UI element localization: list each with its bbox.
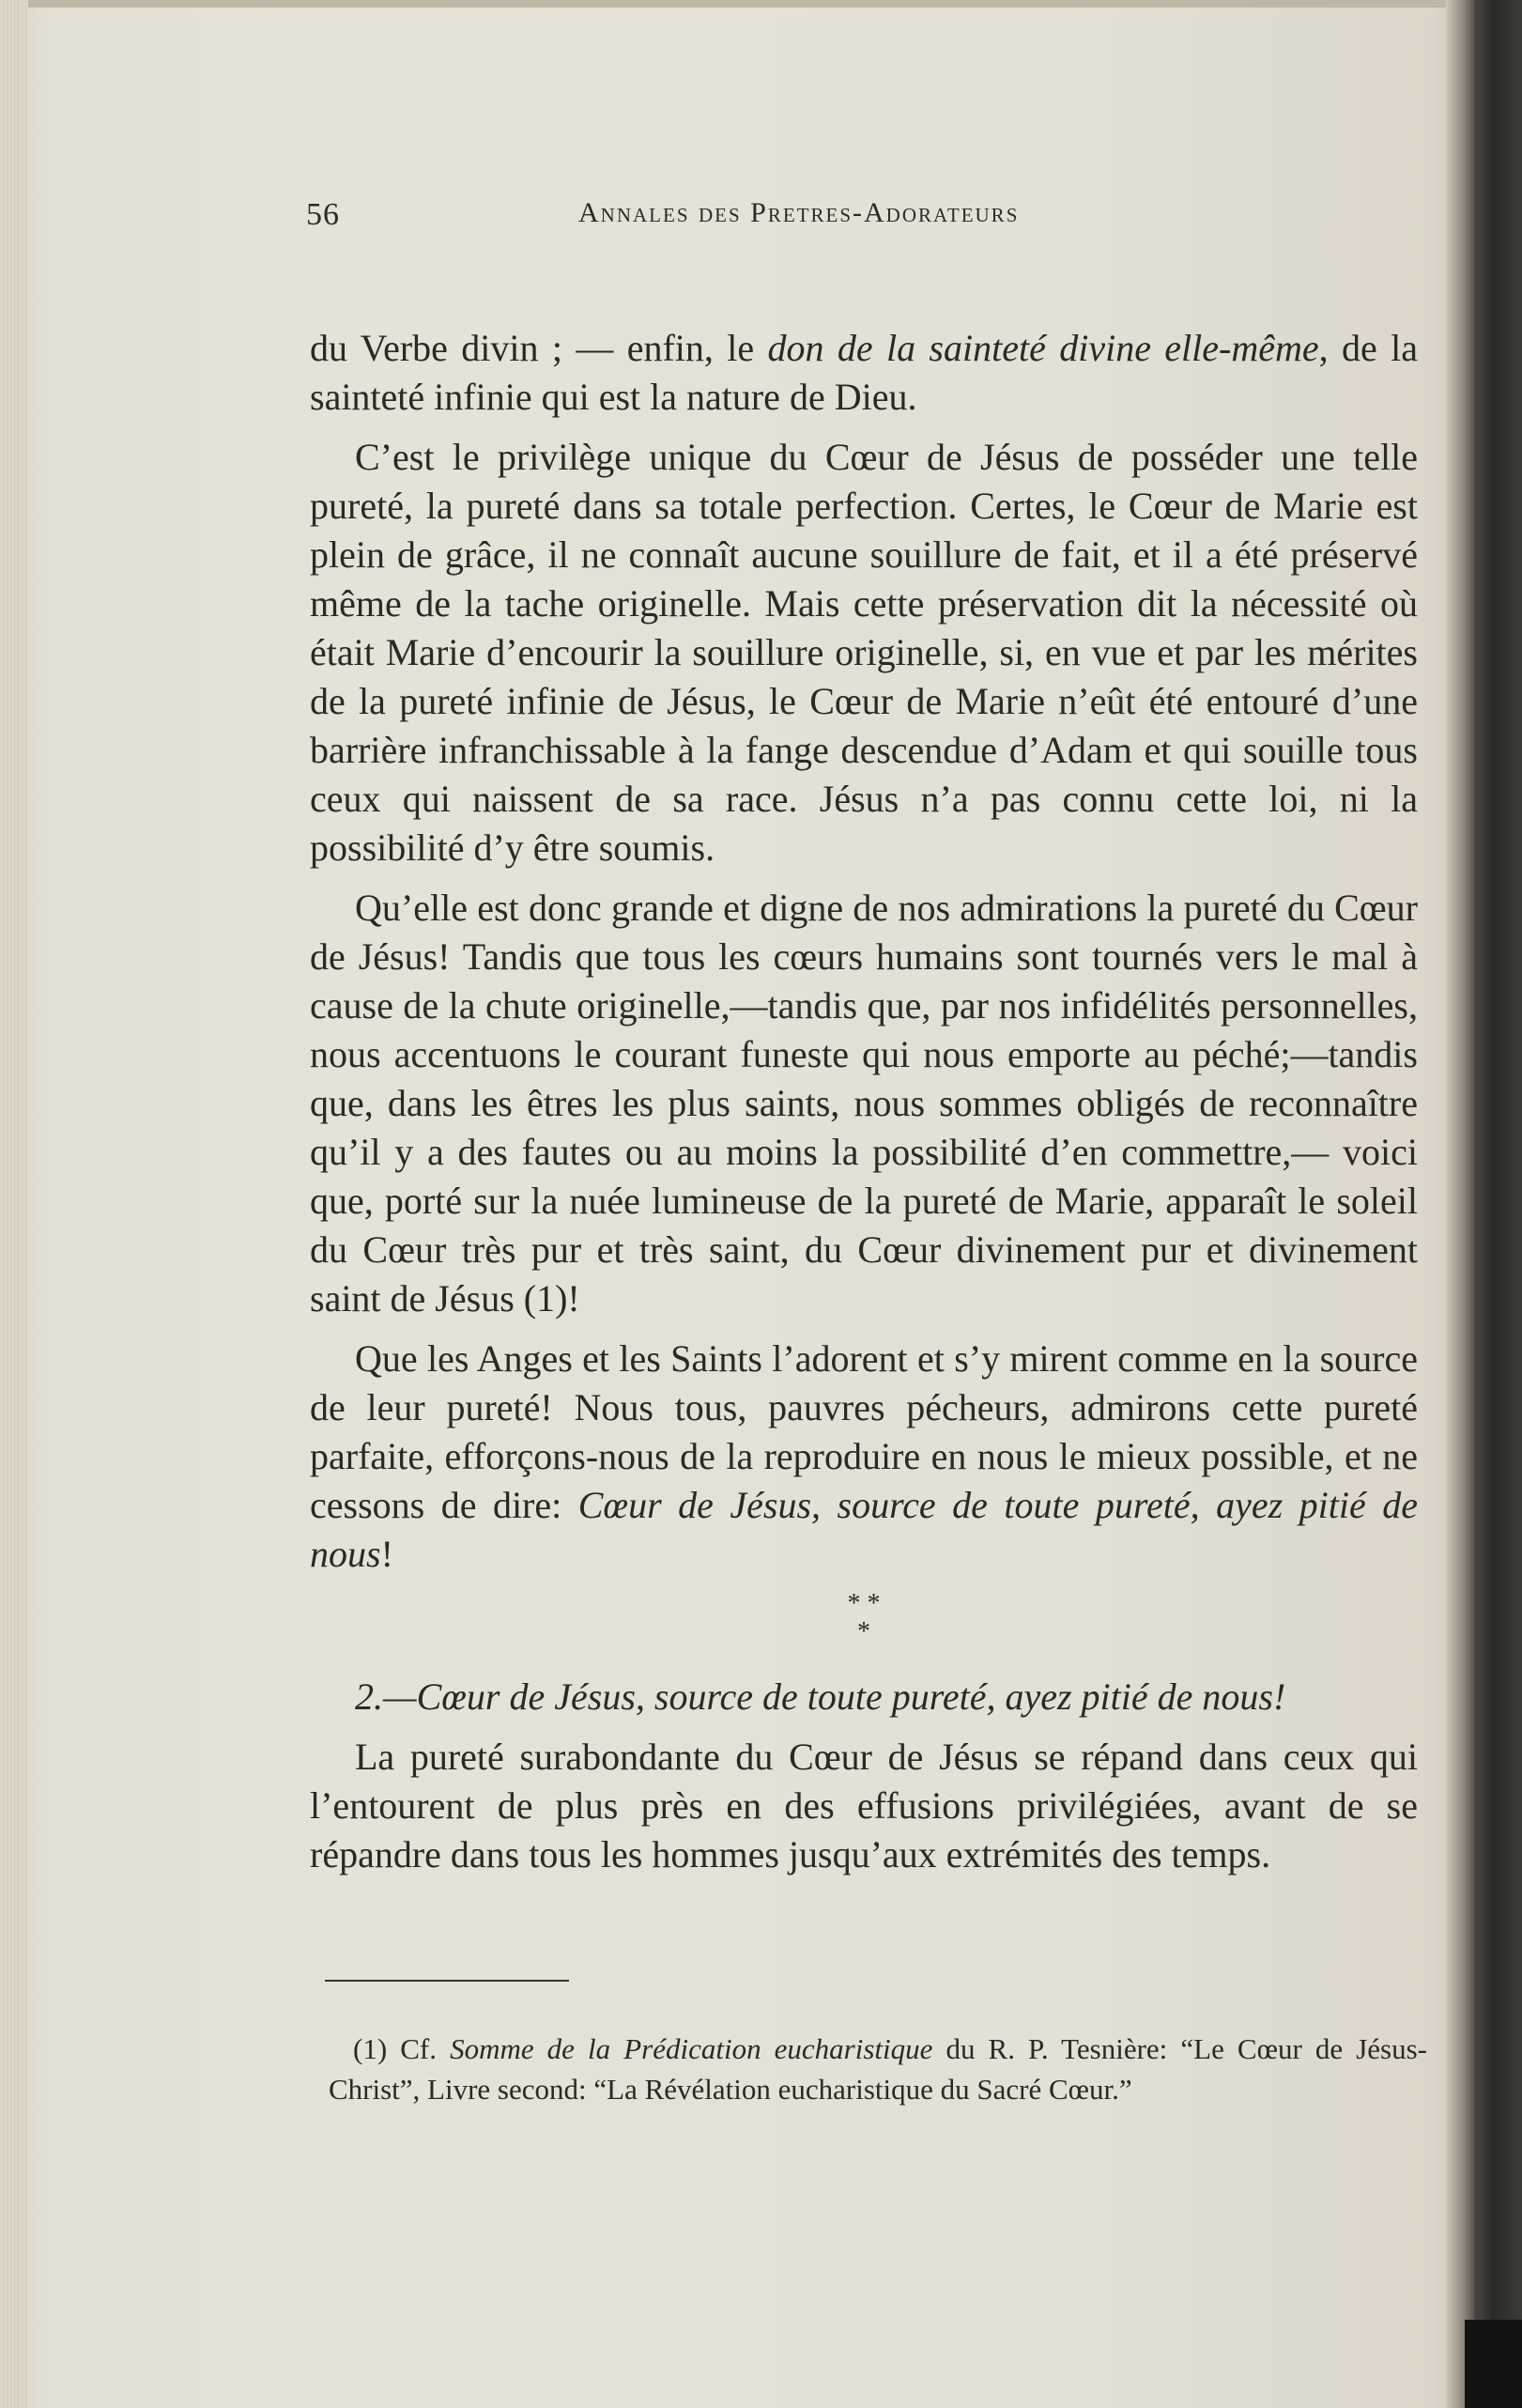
paragraph-4	[310, 1335, 1418, 1579]
page-left-edge	[0, 0, 28, 2408]
footnote-divider	[325, 1980, 569, 1982]
page-number: 56	[306, 197, 340, 232]
page-right-edge	[1446, 0, 1474, 2408]
paragraph-3: Qu’elle est donc grande et digne de nos admirations la pureté du Cœur de Jésus! Tandis que tous les cœurs humains sont tournés vers le mal à cause de la chute originelle,—tandis que, par nos infidélités personnelles, nous accentuons le courant funeste qui nous emporte au péché;—tandis que, dans les êtres les plus saints, nous sommes obligés de reconnaître qu’il y a des fautes ou au moins la possibilité d’en commettre,— voici que, porté sur la nuée lumineuse de la pureté de Marie, apparaît le soleil du Cœur très pur et très saint, du Cœur divinement pur et divinement saint de Jésus (1)!	[310, 887, 1418, 1320]
asterism-top: * *	[847, 1589, 881, 1618]
book-spine-shadow	[1465, 2320, 1522, 2408]
section-heading: 2.—Cœur de Jésus, source de toute pureté, ayez pitié de nous!	[355, 1675, 1286, 1718]
paragraph-4-text-b: !	[380, 1533, 393, 1575]
paragraph-1-italic: don de la sainteté divine elle-même	[767, 327, 1319, 369]
running-title: Annales des Pretres-Adorateurs	[578, 197, 1020, 228]
book-spine	[1474, 0, 1522, 2408]
section-asterism	[310, 1590, 1418, 1656]
footnote-text-a: (1) Cf.	[353, 2032, 451, 2065]
paragraph-4-italic: Cœur de Jésus, source de toute pureté, ayez pitié de nous	[310, 1484, 1418, 1575]
paragraph-1	[310, 324, 1418, 422]
paragraph-1-text-a: du Verbe divin ; — enfin, le	[310, 327, 768, 369]
footnote	[329, 2029, 1427, 2109]
footnote-italic-title: Somme de la Prédication eucharistique	[450, 2032, 933, 2065]
paragraph-4-text-a: Que les Anges et les Saints l’adorent et s’y mirent comme en la source de leur pureté! Nous tous, pauvres pécheurs, admirons cette pureté parfaite, efforçons-nous de la reproduire en nous le mieux possible, et ne cessons de dire:	[310, 1337, 1418, 1526]
body-text	[310, 324, 1418, 1891]
asterism-bottom: *	[857, 1617, 870, 1646]
page-top-shadow	[0, 0, 1446, 8]
paragraph-2: C’est le privilège unique du Cœur de Jésus de posséder une telle pureté, la pureté dans sa totale perfection. Certes, le Cœur de Marie est plein de grâce, il ne connaît aucune souillure de fait, et il a été préservé même de la tache originelle. Mais cette préservation dit la nécessité où était Marie d’encourir la souillure originelle, si, en vue et par les mérites de la pureté infinie de Jésus, le Cœur de Marie n’eût été entouré d’une barrière infranchissable à la fange descendue d’Adam et qui souille tous ceux qui naissent de sa race. Jésus n’a pas connu cette loi, ni la possibilité d’y être soumis.	[310, 436, 1418, 869]
paragraph-1-text-b: , de la sainteté infinie qui est la nature de Dieu.	[310, 327, 1419, 418]
footnote-text-b: du R. P. Tesnière: “Le Cœur de Jésus-Christ”, Livre second: “La Révélation eucharistique du Sacré Cœur.”	[329, 2032, 1427, 2106]
running-header	[306, 197, 1414, 244]
paragraph-5: La pureté surabondante du Cœur de Jésus se répand dans ceux qui l’entourent de plus près en des effusions privilégiées, avant de se répandre dans tous les hommes jusqu’aux extrémités des temps.	[310, 1736, 1418, 1875]
